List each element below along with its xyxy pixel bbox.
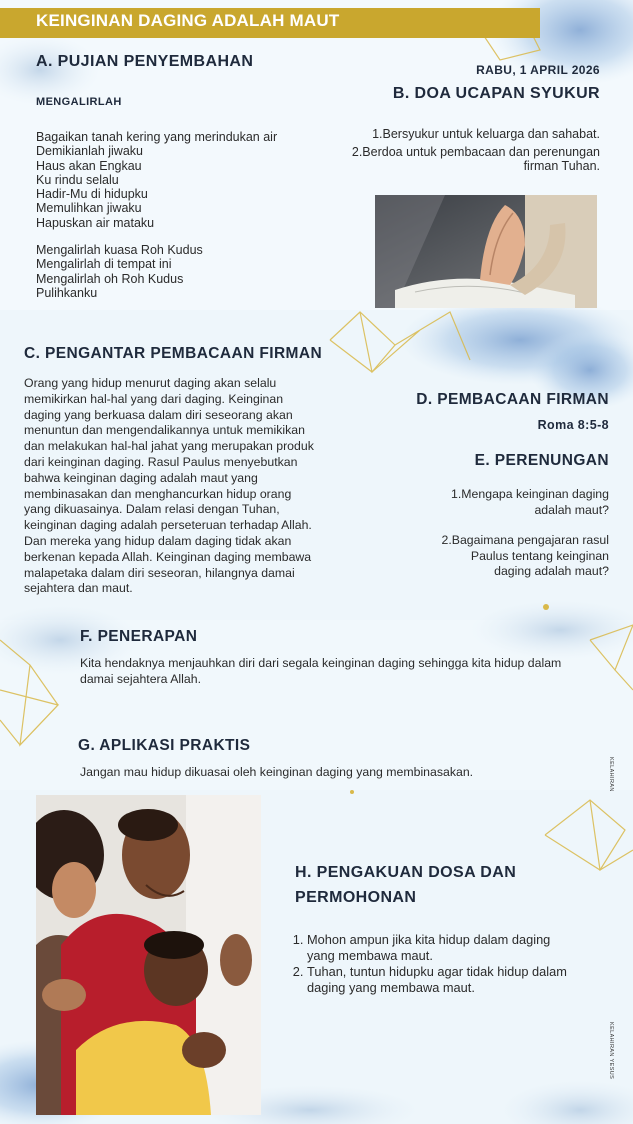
practical-application-text: Jangan mau hidup dikuasai oleh keinginan daging yang membinasakan. — [80, 765, 474, 779]
confession-list — [293, 932, 577, 996]
song-title: MENGALIRLAH — [36, 96, 122, 108]
side-mark-2: KELAHIRAN YESUS — [608, 1022, 614, 1080]
side-mark-1: KELAHIRAN — [608, 757, 614, 792]
praying-hands-photo — [375, 195, 597, 308]
gratitude-item-1: 1.Bersyukur untuk keluarga dan sahabat. — [372, 127, 600, 141]
reflection-question-2: 2.Bagaimana pengajaran rasul Paulus tentang keinginan daging adalah maut? — [441, 533, 609, 578]
section-a-heading: A. PUJIAN PENYEMBAHAN — [36, 53, 254, 70]
introduction-text: Orang yang hidup menurut daging akan selalu memikirkan hal-hal yang dari daging. Keinginan daging yang berkuasa dalam diri seseorang akan menuntun dan mengendalikannya untuk memikikan dan melakukan hal-hal jahat yang merupakan produk dari keinginan daging. Rasul Paulus menyebutkan bahwa keinginan daging adalah maut yang membinasakan dan menghancurkan hidup orang yang dikuasainya. Dalam relasi dengan Tuhan, keinginan daging adalah perseteruan terhadap Allah. Dan mereka yang hidup dalam daging tidak akan berkenan kepada Allah. Keinginan daging membawa malapetaka dalam diri seseoran, hilangnya damai sejahtera dan maut. — [24, 376, 314, 596]
confession-item-1: 1. Mohon ampun jika kita hidup dalam daging yang membawa maut. — [307, 932, 577, 964]
section-d-heading: D. PEMBACAAN FIRMAN — [416, 391, 609, 408]
section-c-heading: C. PENGANTAR PEMBACAAN FIRMAN — [24, 345, 323, 362]
section-h-heading-line1: H. PENGAKUAN DOSA DAN — [295, 864, 517, 881]
application-text: Kita hendaknya menjauhkan diri dari segala keinginan daging sehingga kita hidup dalam damai sejahtera Allah. — [80, 656, 562, 686]
date-label: RABU, 1 APRIL 2026 — [476, 63, 600, 77]
scripture-reference: Roma 8:5-8 — [537, 418, 609, 432]
confession-item-2: 2. Tuhan, tuntun hidupku agar tidak hidup dalam daging yang membawa maut. — [307, 964, 577, 996]
gratitude-item-2: 2.Berdoa untuk pembacaan dan perenungan firman Tuhan. — [351, 145, 600, 174]
section-f-heading: F. PENERAPAN — [80, 628, 198, 645]
page-title: KEINGINAN DAGING ADALAH MAUT — [36, 11, 340, 30]
section-g-heading: G. APLIKASI PRAKTIS — [78, 737, 251, 754]
section-e-heading: E. PERENUNGAN — [474, 452, 609, 469]
song-verse-1: Bagaikan tanah kering yang merindukan air Demikianlah jiwaku Haus akan Engkau Ku rindu selalu Hadir-Mu di hidupku Memulihkan jiwaku Hapuskan air mataku — [36, 130, 278, 230]
section-b-heading: B. DOA UCAPAN SYUKUR — [392, 85, 600, 102]
song-verse-2: Mengalirlah kuasa Roh Kudus Mengalirlah di tempat ini Mengalirlah oh Roh Kudus Pulihkanku — [36, 243, 203, 300]
section-h-heading-line2: PERMOHONAN — [295, 889, 417, 906]
reflection-question-1: 1.Mengapa keinginan daging adalah maut? — [451, 487, 609, 517]
praying-family-photo — [36, 795, 261, 1115]
